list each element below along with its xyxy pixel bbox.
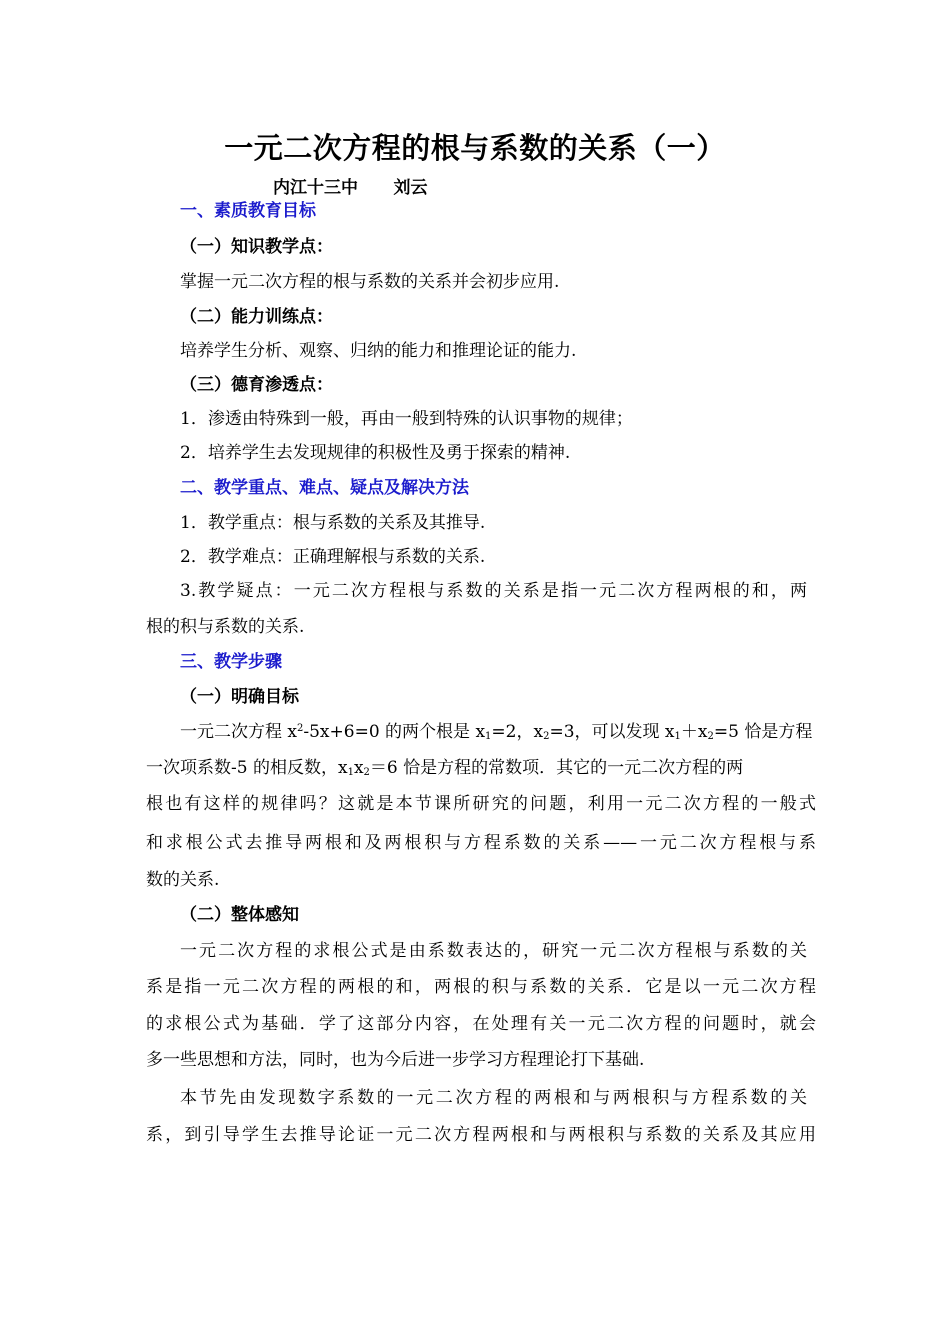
paragraph-method-line1: 本节先由发现数字系数的一元二次方程的两根和与两根积与方程系数的关	[180, 1088, 807, 1108]
section-heading-3: 三、教学步骤	[180, 652, 282, 672]
paragraph-overview-line4: 多一些思想和方法，同时，也为今后进一步学习方程理论打下基础.	[146, 1050, 645, 1070]
subheading-moral: （三）德育渗透点：	[180, 375, 333, 395]
paragraph-overview-line2: 系是指一元二次方程的两根的和，两根的积与系数的关系．它是以一元二次方程	[146, 977, 816, 997]
paragraph-goals-line5: 数的关系.	[146, 870, 220, 890]
list-item-key-point: 1．教学重点：根与系数的关系及其推导.	[180, 513, 486, 533]
list-item-moral-1: 1．渗透由特殊到一般，再由一般到特殊的认识事物的规律；	[180, 409, 633, 429]
list-item-difficulty: 2．教学难点：正确理解根与系数的关系.	[180, 547, 486, 567]
subheading-overview: （二）整体感知	[180, 905, 299, 925]
paragraph-goals-line2: 一次项系数-5 的相反数，$x_1x_2=6$ 恰是方程的常数项．其它的一元二次方程的两	[146, 758, 744, 778]
paragraph-overview-line1: 一元二次方程的求根公式是由系数表达的，研究一元二次方程根与系数的关	[180, 941, 807, 961]
section-heading-1: 一、素质教育目标	[180, 201, 316, 221]
paragraph-method-line2: 系，到引导学生去推导论证一元二次方程两根和与两根积与系数的关系及其应用	[146, 1125, 816, 1145]
paragraph-ability: 培养学生分析、观察、归纳的能力和推理论证的能力.	[180, 341, 577, 361]
list-item-moral-2: 2．培养学生去发现规律的积极性及勇于探索的精神.	[180, 443, 571, 463]
author-line: 内江十三中 刘云	[273, 178, 428, 198]
subheading-ability: （二）能力训练点：	[180, 307, 333, 327]
paragraph-overview-line3: 的求根公式为基础．学了这部分内容，在处理有关一元二次方程的问题时，就会	[146, 1014, 816, 1034]
paragraph-goals-line4: 和求根公式去推导两根和及两根积与方程系数的关系——一元二次方程根与系	[146, 833, 816, 853]
list-item-doubt-line1: 3.教学疑点：一元二次方程根与系数的关系是指一元二次方程两根的和，两	[180, 581, 807, 601]
paragraph-goals-line1: 一元二次方程 $x^2-5x+6=0$ 的两个根是 $x_1=2$，$x_2=3$，可以发现 $x_1+x_2=5$ 恰是方程	[180, 722, 813, 742]
paragraph-goals-line3: 根也有这样的规律吗？这就是本节课所研究的问题，利用一元二次方程的一般式	[146, 794, 816, 814]
subheading-knowledge: （一）知识教学点：	[180, 237, 333, 257]
page-title: 一元二次方程的根与系数的关系（一）	[224, 131, 726, 165]
subheading-goals: （一）明确目标	[180, 687, 299, 707]
section-heading-2: 二、教学重点、难点、疑点及解决方法	[180, 478, 469, 498]
list-item-doubt-line2: 根的积与系数的关系.	[146, 617, 305, 637]
paragraph-knowledge: 掌握一元二次方程的根与系数的关系并会初步应用.	[180, 272, 560, 292]
